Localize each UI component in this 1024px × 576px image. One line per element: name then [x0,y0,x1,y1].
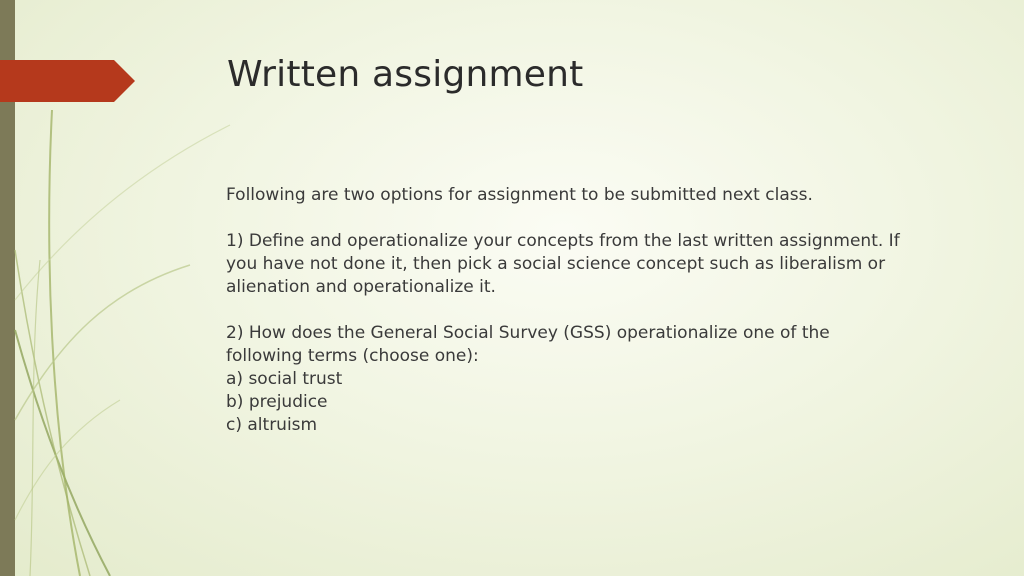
option-1-line-3: alienation and operationalize it. [226,277,496,297]
option-1-line-2: you have not done it, then pick a social science concept such as liberalism or [226,254,886,274]
intro-text: Following are two options for assignment to be submitted next class. [226,185,813,205]
option-2-line-1: 2) How does the General Social Survey (GSS) operationalize one of the [226,323,830,343]
slide-title: Written assignment [227,54,584,95]
accent-arrow-shape [0,60,135,102]
option-1-line-1: 1) Define and operationalize your concepts from the last written assignment. If [226,231,900,251]
choice-item: a) social trust [226,369,343,389]
option-2-line-2: following terms (choose one): [226,346,479,366]
choice-item: b) prejudice [226,392,328,412]
choice-item: c) altruism [226,415,318,435]
slide-body [226,184,966,437]
